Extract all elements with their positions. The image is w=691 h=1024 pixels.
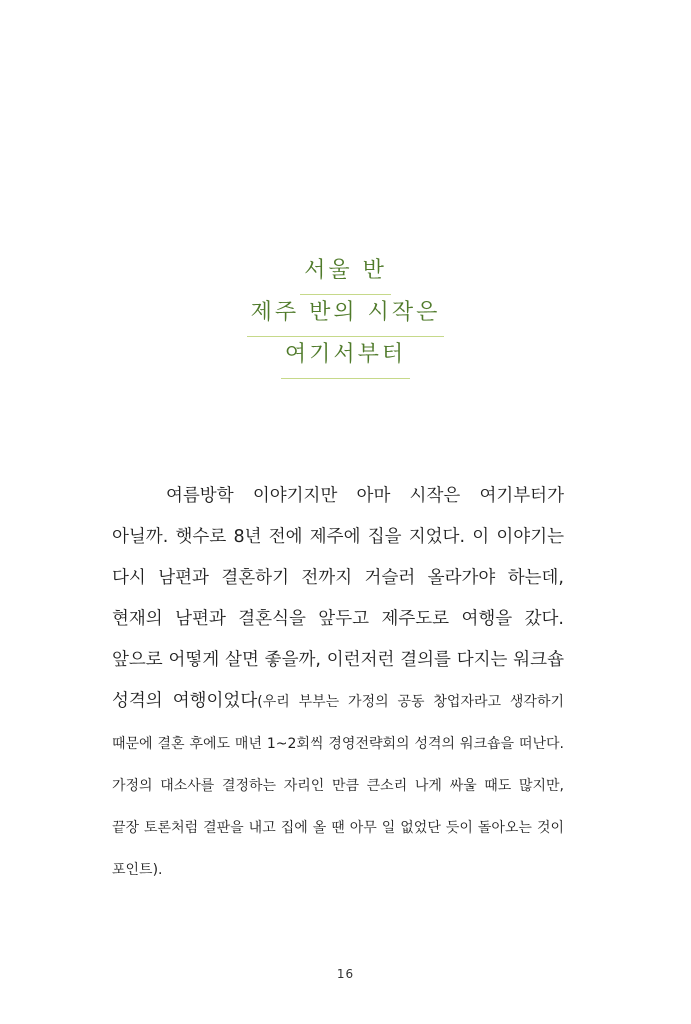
body-paragraph <box>112 476 564 891</box>
page-number: 16 <box>336 967 355 981</box>
chapter-title <box>0 250 691 376</box>
body-aside-text: (우리 부부는 가정의 공동 창업자라고 생각하기 때문에 결혼 후에도 매년 1~2회씩 경영전략회의 성격의 워크숍을 떠난다. 가정의 대소사를 결정하는 자리인 만큼 큰소리 나게 싸울 때도 많지만, 끝장 토론처럼 결판을 내고 집에 올 땐 아무 일 없었단 듯이 돌아오는 것이 포인트). <box>112 694 564 878</box>
chapter-title-line-2: 제주 반의 시작은 <box>247 292 445 337</box>
chapter-title-line-3: 여기서부터 <box>281 334 410 379</box>
chapter-title-line-1: 서울 반 <box>300 250 391 295</box>
body-main-text: 여름방학 이야기지만 아마 시작은 여기부터가 아닐까. 햇수로 8년 전에 제주에 집을 지었다. 이 이야기는 다시 남편과 결혼하기 전까지 거슬러 올라가야 하는데, 현재의 남편과 결혼식을 앞두고 제주도로 여행을 갔다. 앞으로 어떻게 살면 좋을까, 이런저런 결의를 다지는 워크숍 성격의 여행이었다 <box>112 486 564 711</box>
